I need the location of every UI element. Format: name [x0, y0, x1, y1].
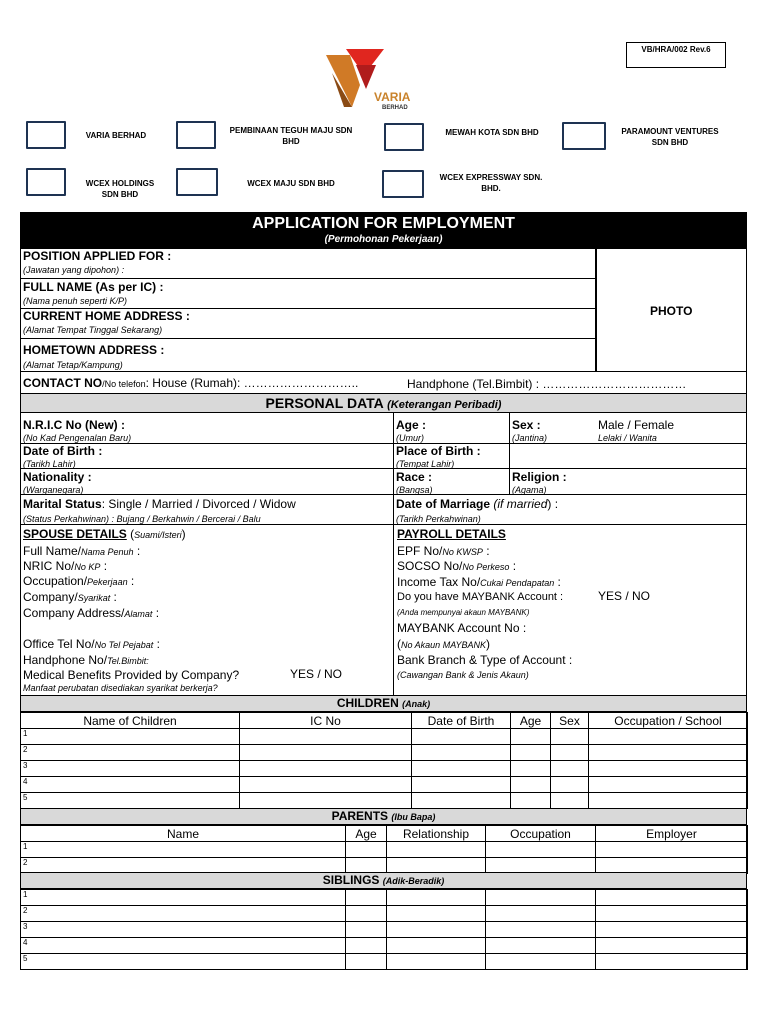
column-header: Employer — [596, 826, 748, 842]
table-cell[interactable] — [596, 842, 748, 858]
document-code — [626, 42, 726, 68]
row-number: 3 — [21, 922, 346, 938]
table-cell[interactable] — [551, 745, 589, 761]
table-cell[interactable] — [412, 729, 511, 745]
table-cell[interactable] — [589, 761, 748, 777]
company-label: MEWAH KOTA SDN BHD — [445, 128, 539, 137]
table-cell[interactable] — [589, 729, 748, 745]
spouse-company: Company/Syarikat : — [23, 590, 117, 604]
row-number: 1 — [21, 890, 346, 906]
column-header: Date of Birth — [412, 713, 511, 729]
personal-data-heading: PERSONAL DATA (Keterangan Peribadi) — [20, 393, 747, 413]
table-cell[interactable] — [551, 793, 589, 809]
nric-sublabel: (No Kad Pengenalan Baru) — [23, 433, 132, 443]
form-title-bar — [20, 212, 747, 249]
row-number: 3 — [21, 761, 240, 777]
table-cell[interactable] — [412, 777, 511, 793]
company-checkbox-paramount-ventures[interactable] — [562, 122, 606, 150]
column-header: Sex — [551, 713, 589, 729]
table-cell[interactable] — [486, 922, 596, 938]
spouse-occupation: Occupation/Pekerjaan : — [23, 574, 135, 588]
row-number: 4 — [21, 777, 240, 793]
contact-row: CONTACT NO/No telefon: House (Rumah): ……………………….. — [23, 376, 359, 390]
age-label: Age : — [396, 418, 426, 432]
table-cell[interactable] — [387, 890, 486, 906]
table-row — [21, 777, 748, 793]
form-subtitle: (Permohonan Pekerjaan) — [324, 234, 443, 245]
table-cell[interactable] — [551, 761, 589, 777]
table-row — [21, 793, 748, 809]
company-label: PEMBINAAN TEGUH MAJU SDN BHD — [229, 126, 353, 146]
table-cell[interactable] — [240, 777, 412, 793]
pob-sublabel: (Tempat Lahir) — [396, 459, 455, 469]
table-cell[interactable] — [240, 729, 412, 745]
company-checkbox-varia-berhad[interactable] — [26, 121, 66, 149]
table-cell[interactable] — [387, 922, 486, 938]
column-header: Age — [346, 826, 387, 842]
nationality-sublabel: (Warganegara) — [23, 485, 84, 495]
table-cell[interactable] — [387, 938, 486, 954]
spouse-heading: SPOUSE DETAILS (Suami/Isteri) — [23, 527, 186, 541]
row-number: 2 — [21, 858, 346, 874]
table-cell[interactable] — [412, 745, 511, 761]
table-row — [21, 954, 748, 970]
table-cell[interactable] — [240, 761, 412, 777]
hometown-sublabel: (Alamat Tetap/Kampung) — [23, 360, 123, 370]
row-number: 4 — [21, 938, 346, 954]
table-cell[interactable] — [589, 777, 748, 793]
company-logo — [322, 45, 422, 110]
row-number: 5 — [21, 954, 346, 970]
table-cell[interactable] — [551, 729, 589, 745]
column-header: Occupation — [486, 826, 596, 842]
table-cell[interactable] — [596, 890, 748, 906]
table-cell[interactable] — [486, 938, 596, 954]
sex-sublabel: (Jantina) — [512, 433, 548, 443]
row-number: 1 — [21, 729, 240, 745]
siblings-table — [20, 889, 748, 970]
dob-label: Date of Birth : — [23, 444, 103, 458]
maybank-question-sublabel: (Anda mempunyai akaun MAYBANK) — [397, 608, 530, 617]
company-label: WCEX MAJU SDN BHD — [247, 179, 335, 188]
payroll-heading: PAYROLL DETAILS — [397, 527, 506, 541]
sex-options: Male / Female — [598, 418, 675, 432]
row-number: 2 — [21, 906, 346, 922]
photo-placeholder: PHOTO — [650, 304, 693, 318]
company-checkbox-wcex-maju[interactable] — [176, 168, 218, 196]
maybank-account-sublabel: (No Akaun MAYBANK) — [397, 637, 491, 651]
table-cell[interactable] — [486, 954, 596, 970]
parents-table-header — [21, 826, 748, 842]
column-header: Relationship — [387, 826, 486, 842]
contact-handphone: Handphone (Tel.Bimbit) : ……………………………… — [407, 377, 687, 391]
row-number: 5 — [21, 793, 240, 809]
table-cell[interactable] — [511, 761, 551, 777]
table-cell[interactable] — [240, 745, 412, 761]
tax-label: Income Tax No/Cukai Pendapatan : — [397, 575, 561, 589]
column-header: IC No — [240, 713, 412, 729]
dom-row: Date of Marriage (if married) : — [396, 497, 559, 511]
position-sublabel: (Jawatan yang dipohon) : — [23, 265, 125, 275]
document-code-text: VB/HRA/002 Rev.6 — [641, 45, 711, 54]
sex-options-sublabel: Lelaki / Wanita — [598, 433, 657, 443]
religion-label: Religion : — [512, 470, 567, 484]
table-cell[interactable] — [589, 745, 748, 761]
form-title: APPLICATION FOR EMPLOYMENT — [252, 215, 515, 232]
dob-sublabel: (Tarikh Lahir) — [23, 459, 76, 469]
row-number: 2 — [21, 745, 240, 761]
table-cell[interactable] — [596, 906, 748, 922]
dom-sublabel: (Tarikh Perkahwinan) — [396, 514, 481, 524]
table-row — [21, 761, 748, 777]
table-cell[interactable] — [412, 761, 511, 777]
table-row — [21, 938, 748, 954]
medical-benefits-options: YES / NO — [290, 667, 343, 681]
column-header: Name of Children — [21, 713, 240, 729]
column-header: Name — [21, 826, 346, 842]
table-cell[interactable] — [511, 793, 551, 809]
sex-label: Sex : — [512, 418, 541, 432]
race-sublabel: (Bangsa) — [396, 485, 433, 495]
table-cell[interactable] — [596, 954, 748, 970]
pob-label: Place of Birth : — [396, 444, 481, 458]
fullname-sublabel: (Nama penuh seperti K/P) — [23, 296, 128, 306]
company-checkbox-pembinaan-teguh-maju[interactable] — [176, 121, 216, 149]
company-label: VARIA BERHAD — [85, 131, 147, 140]
marital-row: Marital Status: Single / Married / Divorced / Widow — [23, 497, 296, 511]
table-cell[interactable] — [240, 793, 412, 809]
spouse-office-tel: Office Tel No/No Tel Pejabat : — [23, 637, 160, 651]
spouse-nric: NRIC No/No KP : — [23, 559, 108, 573]
children-heading: CHILDREN (Anak) — [20, 695, 747, 712]
svg-text:VARIA: VARIA — [374, 90, 411, 104]
socso-label: SOCSO No/No Perkeso : — [397, 559, 517, 573]
table-cell[interactable] — [596, 922, 748, 938]
column-header: Age — [511, 713, 551, 729]
company-label: PARAMOUNT VENTURES SDN BHD — [621, 127, 719, 147]
spouse-fullname: Full Name/Nama Penuh : — [23, 544, 141, 558]
parents-heading: PARENTS (Ibu Bapa) — [20, 808, 747, 825]
table-cell[interactable] — [387, 842, 486, 858]
fullname-label: FULL NAME (As per IC) : — [23, 280, 164, 294]
siblings-heading: SIBLINGS (Adik-Beradik) — [20, 872, 747, 889]
nric-label: N.R.I.C No (New) : — [23, 418, 125, 432]
parents-table — [20, 825, 748, 874]
table-row — [21, 842, 748, 858]
row-number: 1 — [21, 842, 346, 858]
nationality-label: Nationality : — [23, 470, 92, 484]
children-table — [20, 712, 748, 809]
table-cell[interactable] — [511, 745, 551, 761]
table-row — [21, 922, 748, 938]
table-cell[interactable] — [486, 842, 596, 858]
company-checkbox-mewah-kota[interactable] — [384, 123, 424, 151]
table-cell[interactable] — [596, 938, 748, 954]
table-cell[interactable] — [387, 954, 486, 970]
company-checkbox-wcex-expressway[interactable] — [382, 170, 424, 198]
spouse-handphone: Handphone No/Tel.Bimbit: — [23, 653, 149, 667]
bank-branch-label: Bank Branch & Type of Account : — [397, 653, 573, 667]
table-row — [21, 906, 748, 922]
table-cell[interactable] — [511, 729, 551, 745]
maybank-account-label: MAYBANK Account No : — [397, 621, 527, 635]
table-cell[interactable] — [486, 890, 596, 906]
table-cell[interactable] — [387, 906, 486, 922]
epf-label: EPF No/No KWSP : — [397, 544, 490, 558]
table-row — [21, 729, 748, 745]
column-header: Occupation / School — [589, 713, 748, 729]
company-label: WCEX HOLDINGS SDN BHD — [85, 179, 155, 199]
table-cell[interactable] — [589, 793, 748, 809]
svg-text:BERHAD: BERHAD — [382, 105, 408, 110]
spouse-company-address: Company Address/Alamat : — [23, 606, 160, 620]
maybank-options: YES / NO — [598, 589, 651, 603]
table-cell[interactable] — [551, 777, 589, 793]
position-label: POSITION APPLIED FOR : — [23, 249, 172, 263]
table-cell[interactable] — [346, 906, 387, 922]
marital-sublabel: (Status Perkahwinan) : Bujang / Berkahwin / Bercerai / Balu — [23, 514, 261, 524]
company-label: WCEX EXPRESSWAY SDN. BHD. — [439, 173, 543, 193]
hometown-label: HOMETOWN ADDRESS : — [23, 343, 165, 357]
table-row — [21, 890, 748, 906]
table-cell[interactable] — [346, 954, 387, 970]
medical-benefits-question: Medical Benefits Provided by Company? — [23, 668, 240, 682]
age-sublabel: (Umur) — [396, 433, 424, 443]
table-row — [21, 745, 748, 761]
children-table-header — [21, 713, 748, 729]
table-cell[interactable] — [346, 922, 387, 938]
table-cell[interactable] — [511, 777, 551, 793]
religion-sublabel: (Agama) — [512, 485, 547, 495]
current-address-sublabel: (Alamat Tempat Tinggal Sekarang) — [23, 325, 163, 335]
current-address-label: CURRENT HOME ADDRESS : — [23, 309, 190, 323]
table-cell[interactable] — [346, 890, 387, 906]
bank-branch-sublabel: (Cawangan Bank & Jenis Akaun) — [397, 670, 529, 680]
table-cell[interactable] — [346, 938, 387, 954]
table-cell[interactable] — [346, 842, 387, 858]
medical-benefits-sublabel: Manfaat perubatan disediakan syarikat berkerja? — [23, 683, 218, 693]
race-label: Race : — [396, 470, 433, 484]
table-cell[interactable] — [486, 906, 596, 922]
company-checkbox-wcex-holdings[interactable] — [26, 168, 66, 196]
maybank-question: Do you have MAYBANK Account : — [397, 591, 564, 603]
table-cell[interactable] — [412, 793, 511, 809]
